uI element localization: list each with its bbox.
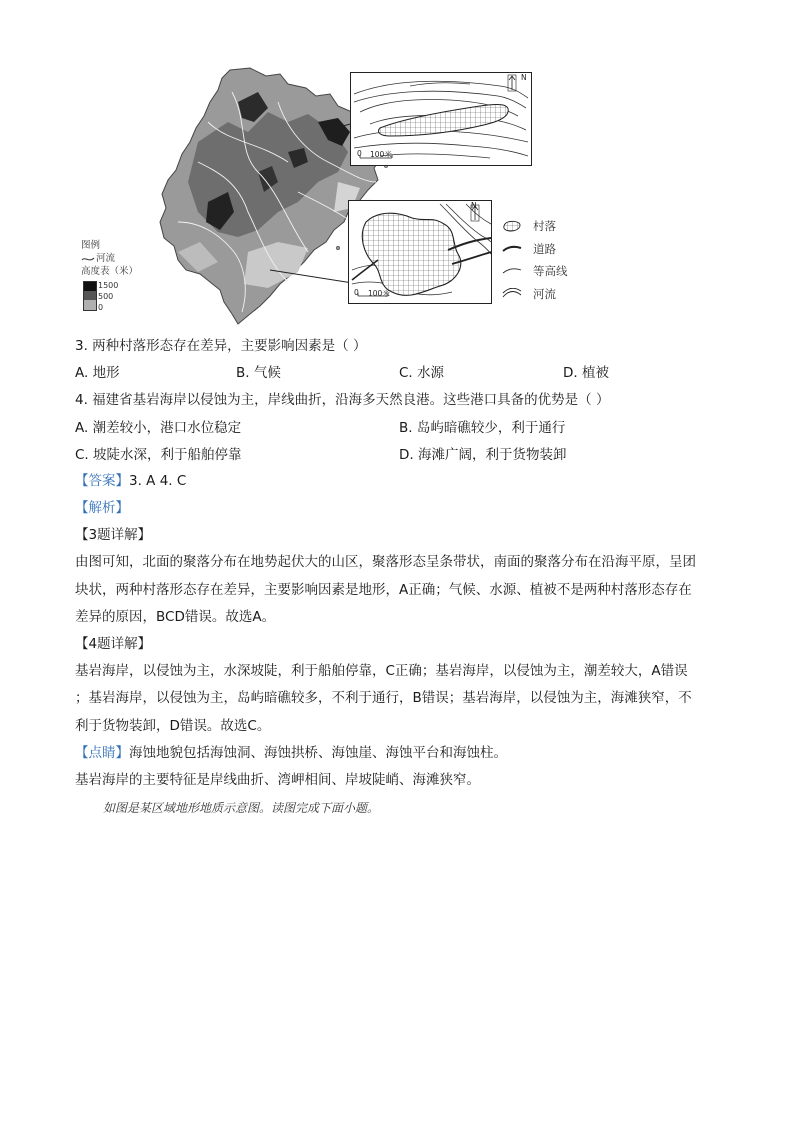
q4-option-c: C. 坡陡水深，利于船舶停靠 bbox=[75, 447, 242, 463]
answer-line bbox=[75, 471, 186, 491]
detail3-tag: 【3题详解】 bbox=[75, 527, 152, 543]
analysis-tag: 【解析】 bbox=[75, 500, 129, 516]
key-river-label: 河流 bbox=[533, 287, 556, 301]
q4-stem: 4. 福建省基岩海岸以侵蚀为主，岸线曲折，沿海多天然良港。这些港口具备的优势是（ ） bbox=[75, 392, 610, 408]
answer-text: 3. A 4. C bbox=[129, 473, 187, 489]
detail4-line-3: 利于货物装卸，D错误。故选C。 bbox=[75, 718, 271, 734]
inset2-scale-zero: 0 bbox=[354, 288, 359, 297]
elevation-scale-bar bbox=[83, 281, 97, 311]
q3-option-b: B. 气候 bbox=[236, 365, 281, 381]
q4-option-d: D. 海滩广阔，利于货物装卸 bbox=[399, 447, 567, 463]
elev-tick-500: 500 bbox=[98, 292, 114, 301]
contour-key-icon bbox=[502, 266, 522, 276]
key-contour-label: 等高线 bbox=[533, 264, 568, 278]
inset1-north-label: N bbox=[521, 73, 527, 82]
detail3-line-2: 块状，两种村落形态存在差异，主要影响因素是地形，A正确；气候、水源、植被不是两种村落形态存在 bbox=[75, 582, 692, 598]
river-legend-icon bbox=[81, 255, 95, 263]
q3-option-d: D. 植被 bbox=[563, 365, 609, 381]
elev-tick-1500: 1500 bbox=[98, 281, 119, 290]
key-road-label: 道路 bbox=[533, 242, 556, 256]
q4-option-b: B. 岛屿暗礁较少，利于通行 bbox=[399, 420, 566, 436]
answer-tag: 【答案】 bbox=[75, 473, 129, 489]
tip-text-1: 海蚀地貌包括海蚀洞、海蚀拱桥、海蚀崖、海蚀平台和海蚀柱。 bbox=[129, 745, 507, 761]
detail4-line-1: 基岩海岸，以侵蚀为主，水深坡陡，利于船舶停靠，C正确；基岩海岸，以侵蚀为主，潮差较大，A错误 bbox=[75, 663, 688, 679]
detail3-line-3: 差异的原因，BCD错误。故选A。 bbox=[75, 609, 276, 625]
village-key-icon bbox=[502, 220, 522, 232]
figure bbox=[78, 62, 598, 332]
tip-line-1 bbox=[75, 743, 507, 763]
detail4-tag: 【4题详解】 bbox=[75, 636, 152, 652]
q3-stem: 3. 两种村落形态存在差异，主要影响因素是（ ） bbox=[75, 338, 367, 354]
inset2-scale-label: 100米 bbox=[368, 289, 390, 298]
detail4-line-2: ；基岩海岸，以侵蚀为主，岛屿暗礁较多，不利于通行，B错误；基岩海岸，以侵蚀为主，海滩狭窄，不 bbox=[75, 690, 692, 706]
q3-option-a: A. 地形 bbox=[75, 365, 120, 381]
legend-river-label: 河流 bbox=[96, 253, 116, 264]
road-key-icon bbox=[502, 244, 522, 254]
inset1-scale-zero: 0 bbox=[357, 149, 362, 158]
legend-elevation-title: 高度表（米） bbox=[81, 266, 139, 277]
tip-line-2: 基岩海岸的主要特征是岸线曲折、湾岬相间、岸坡陡峭、海滩狭窄。 bbox=[75, 772, 480, 788]
key-village-label: 村落 bbox=[533, 219, 556, 233]
q3-option-c: C. 水源 bbox=[399, 365, 445, 381]
river-key-icon bbox=[502, 288, 522, 300]
legend-title: 图例 bbox=[81, 240, 101, 251]
next-section-intro: 如图是某区域地形地质示意图。读图完成下面小题。 bbox=[103, 801, 380, 815]
elev-tick-0: 0 bbox=[98, 303, 104, 312]
tip-tag: 【点睛】 bbox=[75, 745, 129, 761]
q4-option-a: A. 潮差较小，港口水位稳定 bbox=[75, 420, 242, 436]
inset1-scale-label: 100米 bbox=[370, 150, 392, 159]
detail3-line-1: 由图可知，北面的聚落分布在地势起伏大的山区，聚落形态呈条带状，南面的聚落分布在沿海平原，呈团 bbox=[75, 554, 696, 570]
inset2-north-label: N bbox=[471, 201, 477, 210]
